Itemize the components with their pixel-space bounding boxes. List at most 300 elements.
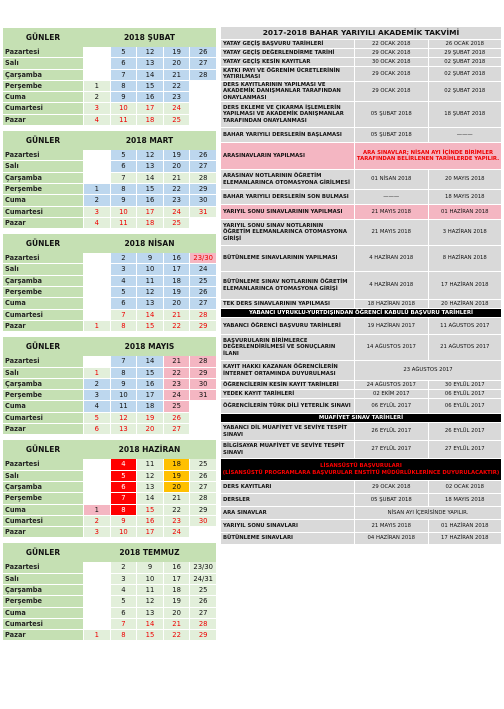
week-day-row xyxy=(3,413,216,424)
day-name: Pazartesi xyxy=(3,47,83,57)
end-date: 02 ŞUBAT 2018 xyxy=(428,82,502,101)
start-date: 22 OCAK 2018 xyxy=(354,40,428,48)
calendar-row xyxy=(221,128,501,143)
day-name: Cuma xyxy=(3,401,83,411)
start-date: 05 ŞUBAT 2018 xyxy=(354,494,428,506)
date-cell: 7 xyxy=(110,619,137,629)
date-cell: 31 xyxy=(189,207,216,217)
day-name: Pazartesi xyxy=(3,253,83,263)
event-label: BÜTÜNLEME SINAVLARININ YAPILMASI xyxy=(221,246,354,271)
date-cell xyxy=(83,562,110,572)
week-day-row xyxy=(3,218,216,229)
start-date: 18 HAZİRAN 2018 xyxy=(354,300,428,308)
date-cell: 12 xyxy=(136,287,163,297)
date-cell: 29 xyxy=(189,505,216,515)
date-cell: 18 xyxy=(163,276,190,286)
date-cell: 30 xyxy=(189,516,216,526)
day-name: Pazar xyxy=(3,218,83,228)
start-date: 21 MAYIS 2018 xyxy=(354,205,428,219)
date-cell: 5 xyxy=(83,413,110,423)
end-date: 21 AĞUSTOS 2017 xyxy=(428,335,502,360)
event-label: BİLGİSAYAR MUAFİYET VE SEVİYE TESPİT SINAVI xyxy=(221,441,354,458)
week-day-row xyxy=(3,115,216,126)
end-date: 02 OCAK 2018 xyxy=(428,481,502,493)
calendar-row xyxy=(221,40,501,49)
event-label: BÜTÜNLEME SINAVLARI xyxy=(221,533,354,544)
date-cell: 18 xyxy=(136,115,163,125)
date-cell: 18 xyxy=(163,585,190,595)
date-cell: 19 xyxy=(163,471,190,481)
event-label: YABANCI ÖĞRENCİ BAŞVURU TARİHLERİ xyxy=(221,318,354,334)
date-cell: 25 xyxy=(163,115,190,125)
date-cell: 8 xyxy=(110,368,137,378)
calendar-row xyxy=(221,49,501,58)
event-label: DERS KAYITLARI xyxy=(221,481,354,493)
start-date: 30 OCAK 2018 xyxy=(354,58,428,66)
week-day-row xyxy=(3,58,216,69)
date-cell: 15 xyxy=(136,368,163,378)
date-cell: 24 xyxy=(163,103,190,113)
end-date: 17 HAZİRAN 2018 xyxy=(428,533,502,544)
week-day-row xyxy=(3,379,216,390)
date-cell: 11 xyxy=(110,401,137,411)
date-cell: 21 xyxy=(163,619,190,629)
start-date: 4 HAZİRAN 2018 xyxy=(354,246,428,271)
date-cell: 26 xyxy=(189,150,216,160)
month-header xyxy=(3,27,216,47)
event-label: BAŞVURULARIN BİRİMLERCE DEĞERLENDİRİLMESİ VE SONUÇLARIN İLANI xyxy=(221,335,354,360)
event-label: YARIYIL SONU SINAVLARI xyxy=(221,520,354,532)
date-cell: 3 xyxy=(110,264,137,274)
end-date: 06 EYLÜL 2017 xyxy=(428,399,502,413)
date-cell: 29 xyxy=(189,321,216,331)
date-cell: 11 xyxy=(110,218,137,228)
day-name: Cumartesi xyxy=(3,619,83,629)
date-cell: 28 xyxy=(189,173,216,183)
event-date-range: 23 AĞUSTOS 2017 xyxy=(354,361,501,380)
date-cell: 30 xyxy=(189,379,216,389)
day-name: Cuma xyxy=(3,92,83,102)
week-day-row xyxy=(3,608,216,619)
end-date: 26 OCAK 2018 xyxy=(428,40,502,48)
start-date: 21 MAYIS 2018 xyxy=(354,220,428,245)
month-name: 2018 TEMMUZ xyxy=(119,548,180,558)
date-cell: 2 xyxy=(83,379,110,389)
week-day-row xyxy=(3,92,216,103)
date-cell: 9 xyxy=(136,562,163,572)
week-day-row xyxy=(3,195,216,206)
date-cell: 21 xyxy=(163,310,190,320)
calendar-row xyxy=(221,423,501,441)
calendar-row xyxy=(221,67,501,82)
start-date: 29 OCAK 2018 xyxy=(354,49,428,57)
start-date: 04 HAZİRAN 2018 xyxy=(354,533,428,544)
month-name: 2018 MAYIS xyxy=(124,342,175,352)
days-column-header: GÜNLER xyxy=(25,33,61,42)
date-cell: 14 xyxy=(136,173,163,183)
month-name: 2018 MART xyxy=(125,136,174,146)
month-name: 2018 ŞUBAT xyxy=(123,33,176,42)
date-cell xyxy=(189,527,216,537)
day-name: Çarşamba xyxy=(3,482,83,492)
date-cell xyxy=(189,218,216,228)
section-header-muafiyet: MUAFİYET SINAV TARİHLERİ xyxy=(221,414,501,423)
date-cell xyxy=(83,459,110,469)
week-day-row xyxy=(3,81,216,92)
date-cell: 4 xyxy=(83,115,110,125)
event-date-range: ARA SINAVLAR; NİSAN AYI İÇİNDE BİRİMLER TARAFINDAN BELİRLENEN TARİHLERDE YAPILIR. xyxy=(354,143,501,169)
date-cell xyxy=(83,47,110,57)
date-cell: 2 xyxy=(110,253,137,263)
start-date: 05 ŞUBAT 2018 xyxy=(354,128,428,142)
date-cell: 7 xyxy=(110,356,137,366)
date-cell: 15 xyxy=(136,81,163,91)
day-name: Perşembe xyxy=(3,493,83,503)
month-header xyxy=(3,233,216,253)
end-date: 11 AĞUSTOS 2017 xyxy=(428,318,502,334)
date-cell: 11 xyxy=(136,459,163,469)
start-date: ——— xyxy=(354,190,428,204)
date-cell: 13 xyxy=(110,424,137,434)
date-cell: 1 xyxy=(83,184,110,194)
month-header xyxy=(3,336,216,356)
week-day-row xyxy=(3,516,216,527)
day-name: Cuma xyxy=(3,505,83,515)
event-label: YARIYIL SONU SINAV NOTLARININ ÖĞRETİM ELEMANLARINCA OTOMASYONA GİRİŞİ xyxy=(221,220,354,245)
date-cell: 14 xyxy=(136,493,163,503)
start-date: 14 AĞUSTOS 2017 xyxy=(354,335,428,360)
day-name: Çarşamba xyxy=(3,173,83,183)
event-label: ARA SINAVLAR xyxy=(221,507,354,519)
date-cell: 2 xyxy=(83,92,110,102)
week-day-row xyxy=(3,505,216,516)
end-date: 02 ŞUBAT 2018 xyxy=(428,67,502,81)
event-label: KAYIT HAKKI KAZANAN ÖĞRENCİLERİN İNTERNET ORTAMINDA DUYURULMASI xyxy=(221,361,354,380)
day-name: Pazar xyxy=(3,321,83,331)
date-cell: 26 xyxy=(189,596,216,606)
week-day-row xyxy=(3,356,216,367)
date-cell: 25 xyxy=(189,276,216,286)
days-column-header: GÜNLER xyxy=(25,239,61,249)
week-day-row xyxy=(3,310,216,321)
start-date: 01 NİSAN 2018 xyxy=(354,170,428,189)
week-day-row xyxy=(3,471,216,482)
calendar-row xyxy=(221,381,501,390)
date-cell: 10 xyxy=(136,574,163,584)
start-date: 06 EYLÜL 2017 xyxy=(354,399,428,413)
date-cell: 16 xyxy=(136,195,163,205)
start-date: 29 OCAK 2018 xyxy=(354,82,428,101)
date-cell: 25 xyxy=(163,401,190,411)
week-day-row xyxy=(3,596,216,607)
date-cell: 2 xyxy=(83,195,110,205)
week-day-row xyxy=(3,103,216,114)
days-column-header: GÜNLER xyxy=(25,548,61,558)
month-block xyxy=(3,542,216,641)
date-cell: 4 xyxy=(110,585,137,595)
week-day-row xyxy=(3,619,216,630)
date-cell: 3 xyxy=(83,207,110,217)
date-cell: 6 xyxy=(110,608,137,618)
date-cell: 27 xyxy=(163,424,190,434)
week-day-row xyxy=(3,287,216,298)
month-name: 2018 HAZİRAN xyxy=(118,445,181,455)
date-cell: 22 xyxy=(163,184,190,194)
end-date: 18 MAYIS 2018 xyxy=(428,190,502,204)
date-cell: 19 xyxy=(163,47,190,57)
calendar-row xyxy=(221,533,501,545)
date-cell: 3 xyxy=(110,574,137,584)
date-cell: 20 xyxy=(163,298,190,308)
start-date: 29 OCAK 2018 xyxy=(354,67,428,81)
day-name: Pazartesi xyxy=(3,459,83,469)
date-cell xyxy=(83,619,110,629)
day-name: Salı xyxy=(3,368,83,378)
end-date: 30 EYLÜL 2017 xyxy=(428,381,502,389)
date-cell: 24 xyxy=(163,527,190,537)
day-name: Perşembe xyxy=(3,184,83,194)
event-label: YEDEK KAYIT TARİHLERİ xyxy=(221,390,354,398)
event-date-range: NİSAN AYI İÇERİSİNDE YAPILIR. xyxy=(354,507,501,519)
calendar-row xyxy=(221,170,501,190)
week-day-row xyxy=(3,493,216,504)
end-date: 18 ŞUBAT 2018 xyxy=(428,102,502,127)
date-cell: 13 xyxy=(136,161,163,171)
day-name: Pazartesi xyxy=(3,562,83,572)
days-column-header: GÜNLER xyxy=(25,445,61,455)
date-cell: 20 xyxy=(163,608,190,618)
date-cell: 18 xyxy=(136,401,163,411)
date-cell: 21 xyxy=(163,173,190,183)
end-date: 06 EYLÜL 2017 xyxy=(428,390,502,398)
date-cell xyxy=(189,401,216,411)
calendar-row xyxy=(221,246,501,272)
date-cell: 27 xyxy=(189,58,216,68)
calendar-row xyxy=(221,507,501,520)
date-cell: 18 xyxy=(136,218,163,228)
date-cell xyxy=(83,493,110,503)
date-cell: 14 xyxy=(136,619,163,629)
month-block xyxy=(3,233,216,332)
day-name: Çarşamba xyxy=(3,585,83,595)
date-cell: 28 xyxy=(189,70,216,80)
date-cell: 13 xyxy=(136,298,163,308)
date-cell xyxy=(189,115,216,125)
month-header xyxy=(3,542,216,562)
date-cell: 29 xyxy=(189,630,216,640)
event-label: YARIYIL SONU SINAVLARININ YAPILMASI xyxy=(221,205,354,219)
day-name: Salı xyxy=(3,58,83,68)
date-cell: 22 xyxy=(163,505,190,515)
date-cell: 12 xyxy=(136,471,163,481)
date-cell: 12 xyxy=(110,413,137,423)
week-day-row xyxy=(3,321,216,332)
date-cell: 5 xyxy=(110,150,137,160)
date-cell xyxy=(83,58,110,68)
end-date: 27 EYLÜL 2017 xyxy=(428,441,502,458)
date-cell: 13 xyxy=(136,608,163,618)
start-date: 05 ŞUBAT 2018 xyxy=(354,102,428,127)
date-cell: 23 xyxy=(163,379,190,389)
date-cell: 20 xyxy=(163,161,190,171)
day-name: Cumartesi xyxy=(3,516,83,526)
date-cell xyxy=(189,92,216,102)
date-cell: 16 xyxy=(163,253,190,263)
date-cell xyxy=(83,574,110,584)
date-cell: 6 xyxy=(83,424,110,434)
date-cell: 12 xyxy=(136,596,163,606)
date-cell: 22 xyxy=(163,630,190,640)
date-cell xyxy=(83,585,110,595)
day-name: Cuma xyxy=(3,298,83,308)
calendar-row xyxy=(221,481,501,494)
event-label: DERS EKLEME VE ÇIKARMA İŞLEMLERİN YAPILMASI VE AKADEMİK DANIŞMANLAR TARAFINDAN ONAYLANMASI xyxy=(221,102,354,127)
event-label: YABANCI DİL MUAFİYET VE SEVİYE TESPİT SINAVI xyxy=(221,423,354,440)
date-cell: 30 xyxy=(189,195,216,205)
calendar-row xyxy=(221,272,501,300)
week-day-row xyxy=(3,264,216,275)
date-cell: 16 xyxy=(163,562,190,572)
end-date: 26 EYLÜL 2017 xyxy=(428,423,502,440)
week-day-row xyxy=(3,574,216,585)
start-date: 4 HAZİRAN 2018 xyxy=(354,272,428,299)
lisansustu-title: LİSANSÜSTÜ BAŞVURULARI xyxy=(320,463,402,470)
event-label: ÖĞRENCİLERİN KESİN KAYIT TARİHLERİ xyxy=(221,381,354,389)
date-cell: 24 xyxy=(163,390,190,400)
date-cell: 15 xyxy=(136,630,163,640)
calendar-row xyxy=(221,143,501,170)
date-cell: 8 xyxy=(110,184,137,194)
day-name: Çarşamba xyxy=(3,70,83,80)
calendar-row xyxy=(221,520,501,533)
date-cell: 17 xyxy=(136,103,163,113)
week-day-row xyxy=(3,298,216,309)
date-cell: 13 xyxy=(136,482,163,492)
month-header xyxy=(3,439,216,459)
date-cell: 24 xyxy=(189,264,216,274)
event-label: YATAY GEÇİŞ KESİN KAYITLAR xyxy=(221,58,354,66)
date-cell: 14 xyxy=(136,70,163,80)
week-day-row xyxy=(3,390,216,401)
week-day-row xyxy=(3,424,216,435)
date-cell: 25 xyxy=(163,218,190,228)
date-cell: 4 xyxy=(83,218,110,228)
event-label: YATAY GEÇİŞ BAŞVURU TARİHLERİ xyxy=(221,40,354,48)
date-cell: 10 xyxy=(136,264,163,274)
week-day-row xyxy=(3,368,216,379)
day-name: Cumartesi xyxy=(3,103,83,113)
date-cell: 4 xyxy=(110,459,137,469)
week-day-row xyxy=(3,150,216,161)
week-day-row xyxy=(3,173,216,184)
date-cell xyxy=(83,356,110,366)
date-cell: 8 xyxy=(110,81,137,91)
day-name: Cuma xyxy=(3,195,83,205)
date-cell: 28 xyxy=(189,493,216,503)
date-cell: 6 xyxy=(110,161,137,171)
academic-calendar-table xyxy=(221,40,501,545)
calendar-row xyxy=(221,494,501,507)
date-cell: 19 xyxy=(163,596,190,606)
date-cell: 31 xyxy=(189,390,216,400)
date-cell: 3 xyxy=(83,390,110,400)
date-cell xyxy=(189,424,216,434)
calendar-row xyxy=(221,190,501,205)
week-day-row xyxy=(3,562,216,573)
start-date: 21 MAYIS 2018 xyxy=(354,520,428,532)
calendar-row xyxy=(221,361,501,381)
day-name: Pazartesi xyxy=(3,150,83,160)
date-cell xyxy=(83,471,110,481)
date-cell: 15 xyxy=(136,184,163,194)
day-name: Cumartesi xyxy=(3,413,83,423)
date-cell: 6 xyxy=(110,482,137,492)
date-cell: 21 xyxy=(163,356,190,366)
date-cell: 29 xyxy=(189,368,216,378)
date-cell: 26 xyxy=(189,471,216,481)
date-cell: 9 xyxy=(110,379,137,389)
start-date: 26 EYLÜL 2017 xyxy=(354,423,428,440)
event-label: YATAY GEÇİŞ DEĞERLENDİRME TARİHİ xyxy=(221,49,354,57)
day-name: Salı xyxy=(3,161,83,171)
date-cell: 19 xyxy=(136,413,163,423)
date-cell: 8 xyxy=(110,321,137,331)
day-name: Çarşamba xyxy=(3,379,83,389)
date-cell: 12 xyxy=(136,47,163,57)
week-day-row xyxy=(3,184,216,195)
date-cell: 3 xyxy=(83,103,110,113)
calendar-row xyxy=(221,82,501,102)
academic-calendar-title: 2017-2018 BAHAR YARIYILI AKADEMİK TAKVİMİ xyxy=(221,27,501,39)
date-cell: 14 xyxy=(136,356,163,366)
date-cell xyxy=(189,413,216,423)
date-cell: 6 xyxy=(110,58,137,68)
date-cell: 17 xyxy=(163,264,190,274)
date-cell: 4 xyxy=(110,276,137,286)
week-day-row xyxy=(3,47,216,58)
date-cell xyxy=(189,103,216,113)
date-cell: 11 xyxy=(136,585,163,595)
end-date: ——— xyxy=(428,128,502,142)
date-cell: 16 xyxy=(136,92,163,102)
date-cell: 21 xyxy=(163,493,190,503)
date-cell xyxy=(189,81,216,91)
day-name: Pazar xyxy=(3,115,83,125)
event-label: BAHAR YARIYILI DERSLERİN SON BULMASI xyxy=(221,190,354,204)
calendar-row xyxy=(221,58,501,67)
week-day-row xyxy=(3,70,216,81)
month-block xyxy=(3,27,216,126)
date-cell: 17 xyxy=(163,574,190,584)
date-cell: 22 xyxy=(163,81,190,91)
date-cell: 1 xyxy=(83,630,110,640)
date-cell: 29 xyxy=(189,184,216,194)
date-cell: 17 xyxy=(136,390,163,400)
date-cell: 24/31 xyxy=(189,574,216,584)
calendar-row xyxy=(221,300,501,309)
section-header-lisansustu xyxy=(221,459,501,481)
date-cell xyxy=(83,596,110,606)
day-name: Cumartesi xyxy=(3,207,83,217)
date-cell: 5 xyxy=(110,47,137,57)
date-cell: 10 xyxy=(110,103,137,113)
day-name: Perşembe xyxy=(3,390,83,400)
date-cell: 18 xyxy=(163,459,190,469)
start-date: 24 AĞUSTOS 2017 xyxy=(354,381,428,389)
date-cell: 1 xyxy=(83,368,110,378)
day-name: Perşembe xyxy=(3,287,83,297)
end-date: 01 HAZİRAN 2018 xyxy=(428,205,502,219)
